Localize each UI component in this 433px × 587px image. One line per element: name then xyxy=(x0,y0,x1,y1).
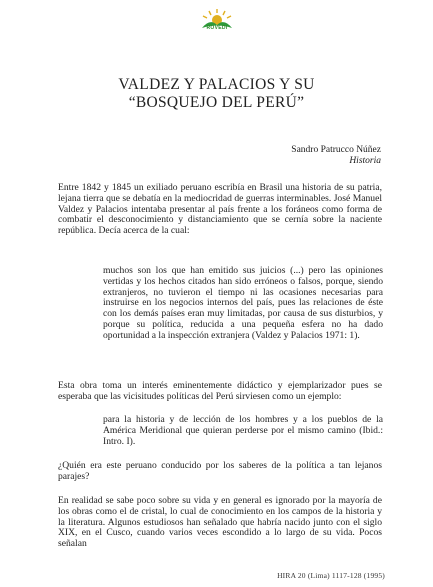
block-quote-1: muchos son los que han emitido sus juicios (...) pero las opiniones vertidas y los hechos citados han sido erróneos o falsos, porque, siendo extranjeros, no tuvieron el tiempo ni las ocasiones necesarias para instruirse en los negocios internos del país, pues las relaciones de éste con los demás países eran muy limitadas, por causa de sus disturbios, y porque su política, reducida a una pequeña esfera no ha dado oportunidad a la inspección extranjera (Valdez y Palacios 1971: 1). xyxy=(103,265,383,341)
title-line-1: VALDEZ Y PALACIOS Y SU xyxy=(118,76,315,93)
paragraph-2: Esta obra toma un interés eminentemente didáctico y ejemplarizador pues se esperaba que las vicisitudes políticas del Perú sirviesen como un ejemplo: xyxy=(58,380,382,402)
paragraph-4: En realidad se sabe poco sobre su vida y en general es ignorado por la mayoría de los obras como el de cristal, lo cual de conocimiento en los campos de la historia y la literatura. Algunos estudiosos han señalado que habría nacido junto con el siglo XIX, en el Cusco, cuando varios veces escondido a lo largo de su vida. Pocos señalan xyxy=(58,495,382,550)
author-name: Sandro Patrucco Núñez xyxy=(291,145,381,155)
page-footer: HIRA 20 (Lima) 1117-128 (1995) xyxy=(277,571,385,580)
author-block xyxy=(291,145,381,167)
article-title xyxy=(60,76,373,112)
author-role: Historia xyxy=(349,156,381,166)
paragraph-1: Entre 1842 y 1845 un exiliado peruano escribía en Brasil una historia de su patria, lejana tierra que se debatía en la mediocridad de guerras interminables. José Manuel Valdez y Palacios intentaba presentar al país frente a los foráneos como forma de combatir el desconocimiento y distanciamiento que se cernía sobre la naciente república. Decía acerca de la cual: xyxy=(58,182,382,237)
paragraph-3: ¿Quién era este peruano conducido por los saberes de la política a tan lejanos parajes? xyxy=(58,460,382,482)
title-line-2: “BOSQUEJO DEL PERÚ” xyxy=(128,94,305,111)
block-quote-2: para la historia y de lección de los hombres y a los pueblos de la América Meridional que quieran perderse por el mismo camino (Ibid.: Intro. I). xyxy=(103,414,383,447)
logo-caption: ROVEDI xyxy=(206,25,228,31)
